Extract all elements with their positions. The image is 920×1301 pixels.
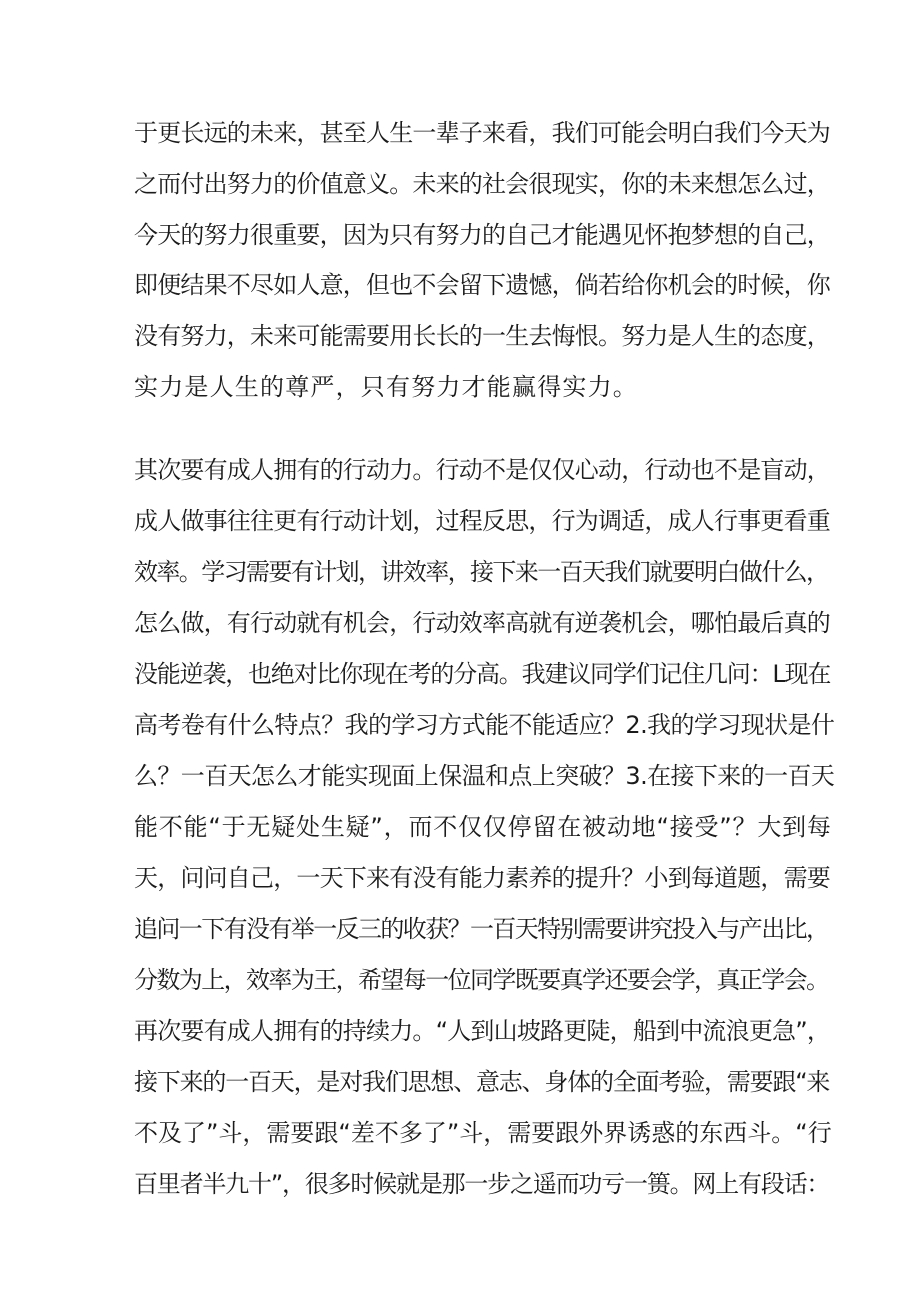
text-line: 追问一下有没有举一反三的收获？一百天特别需要讲究投入与产出比， <box>134 915 829 943</box>
text-line: 高考卷有什么特点？我的学习方式能不能适应？2.我的学习现状是什 <box>134 711 835 739</box>
text-line: 不及了”斗，需要跟“差不多了”斗，需要跟外界诱惑的东西斗。“行 <box>134 1119 832 1147</box>
text-line: 没能逆袭，也绝对比你现在考的分高。我建议同学们记住几问：L现在 <box>134 660 831 688</box>
text-line: 再次要有成人拥有的持续力。“人到山坡路更陡，船到中流浪更急”， <box>134 1017 831 1045</box>
text-line: 接下来的一百天，是对我们思想、意志、身体的全面考验，需要跟“来 <box>134 1068 830 1096</box>
text-line: 分数为上，效率为王，希望每一位同学既要真学还要会学，真正学会。 <box>134 966 829 994</box>
text-line: 之而付出努力的价值意义。未来的社会很现实，你的未来想怎么过， <box>134 170 830 198</box>
text-line: 没有努力，未来可能需要用长长的一生去悔恨。努力是人生的态度， <box>134 322 830 350</box>
text-line: 怎么做，有行动就有机会，行动效率高就有逆袭机会，哪怕最后真的 <box>134 609 830 637</box>
text-line: 即便结果不尽如人意，但也不会留下遗憾，倘若给你机会的时候，你 <box>134 271 830 299</box>
text-line: 效率。学习需要有计划，讲效率，接下来一百天我们就要明白做什么， <box>134 558 829 586</box>
text-line: 今天的努力很重要，因为只有努力的自己才能遇见怀抱梦想的自己， <box>134 221 830 249</box>
text-line: 天，问问自己，一天下来有没有能力素养的提升？小到每道题，需要 <box>134 864 830 892</box>
text-line: 于更长远的未来，甚至人生一辈子来看，我们可能会明白我们今天为 <box>134 119 830 147</box>
text-line: 其次要有成人拥有的行动力。行动不是仅仅心动，行动也不是盲动， <box>134 456 830 484</box>
text-line: 么？一百天怎么才能实现面上保温和点上突破？3.在接下来的一百天 <box>134 762 835 790</box>
text-line: 百里者半九十”，很多时候就是那一步之遥而功亏一篑。网上有段话： <box>134 1170 830 1198</box>
text-line: 成人做事往往更有行动计划，过程反思，行为调适，成人行事更看重 <box>134 507 830 535</box>
text-line: 实力是人生的尊严，只有努力才能赢得实力。 <box>134 373 638 401</box>
text-line: 能不能“于无疑处生疑”，而不仅仅停留在被动地“接受”？大到每 <box>134 813 832 841</box>
